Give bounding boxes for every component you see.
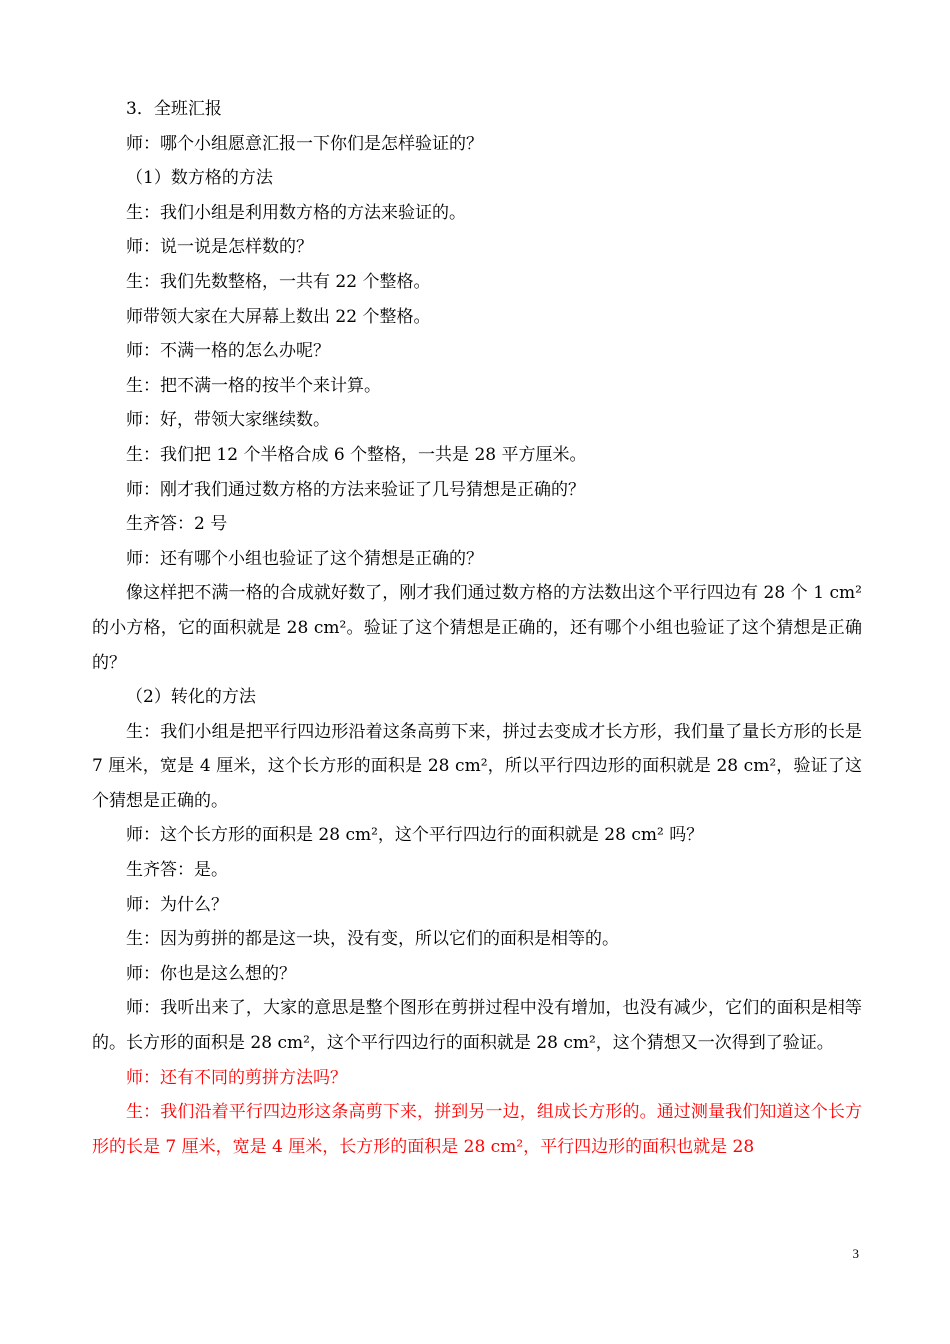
paragraph-student-answer: 生：我们小组是利用数方格的方法来验证的。: [126, 202, 466, 223]
page-number: 3: [852, 1246, 859, 1261]
paragraph-teacher-action: 师带领大家在大屏幕上数出 22 个整格。: [126, 306, 431, 327]
paragraph-section-heading: 3．全班汇报: [126, 99, 222, 119]
paragraph-teacher-question: 师：说一说是怎样数的？: [126, 237, 313, 258]
paragraph-teacher-question: 师：哪个小组愿意汇报一下你们是怎样验证的？: [126, 133, 483, 154]
paragraph-method-heading-2: （2）转化的方法: [126, 687, 256, 708]
paragraph-teacher-statement: 师：好，带领大家继续数。: [126, 410, 330, 431]
paragraph-teacher-question: 师：刚才我们通过数方格的方法来验证了几号猜想是正确的？: [126, 479, 585, 500]
paragraph-teacher-question: 师：还有哪个小组也验证了这个猜想是正确的？: [126, 548, 483, 569]
paragraph-student-answer: 生：我们先数整格，一共有 22 个整格。: [126, 271, 431, 292]
paragraph-class-answer: 生齐答：2 号: [126, 514, 228, 535]
paragraph-student-answer: 生：把不满一格的按半个来计算。: [126, 375, 381, 396]
paragraph-teacher-summary: 师：我听出来了，大家的意思是整个图形在剪拼过程中没有增加，也没有减少，它们的面积是相等的。长方形的面积是 28 cm²，这个平行四边行的面积就是 28 cm²，这个猜想又一次得到了验证。: [92, 998, 862, 1054]
paragraph-teacher-question: 师：不满一格的怎么办呢？: [126, 341, 330, 362]
paragraph-teacher-question: 师：这个长方形的面积是 28 cm²，这个平行四边行的面积就是 28 cm² 吗？: [126, 825, 704, 846]
paragraph-teacher-question: 师：你也是这么想的？: [126, 963, 296, 984]
paragraph-teacher-question: 师：为什么？: [126, 894, 228, 915]
paragraph-highlight-answer: 生：我们沿着平行四边形这条高剪下来，拼到另一边，组成长方形的。通过测量我们知道这个长方形的长是 7 厘米，宽是 4 厘米，长方形的面积是 28 cm²，平行四边形的面积也就是 28: [92, 1102, 862, 1157]
paragraph-method-heading-1: （1）数方格的方法: [126, 168, 273, 189]
document-body: [92, 92, 862, 1164]
paragraph-teacher-summary: 像这样把不满一格的合成就好数了，刚才我们通过数方格的方法数出这个平行四边有 28 个 1 cm² 的小方格，它的面积就是 28 cm²。验证了这个猜想是正确的，还有哪个小组也验证了这个猜想是正确的？: [92, 583, 862, 673]
paragraph-student-answer: 生：我们把 12 个半格合成 6 个整格，一共是 28 平方厘米。: [126, 444, 587, 465]
paragraph-student-answer: 生：我们小组是把平行四边形沿着这条高剪下来，拼过去变成才长方形，我们量了量长方形的长是 7 厘米，宽是 4 厘米，这个长方形的面积是 28 cm²，所以平行四边形的面积就是 28 cm²，验证了这个猜想是正确的。: [92, 721, 862, 811]
paragraph-student-answer: 生：因为剪拼的都是这一块，没有变，所以它们的面积是相等的。: [126, 929, 619, 950]
paragraph-class-answer: 生齐答：是。: [126, 860, 228, 881]
paragraph-highlight-question: 师：还有不同的剪拼方法吗？: [126, 1067, 347, 1088]
